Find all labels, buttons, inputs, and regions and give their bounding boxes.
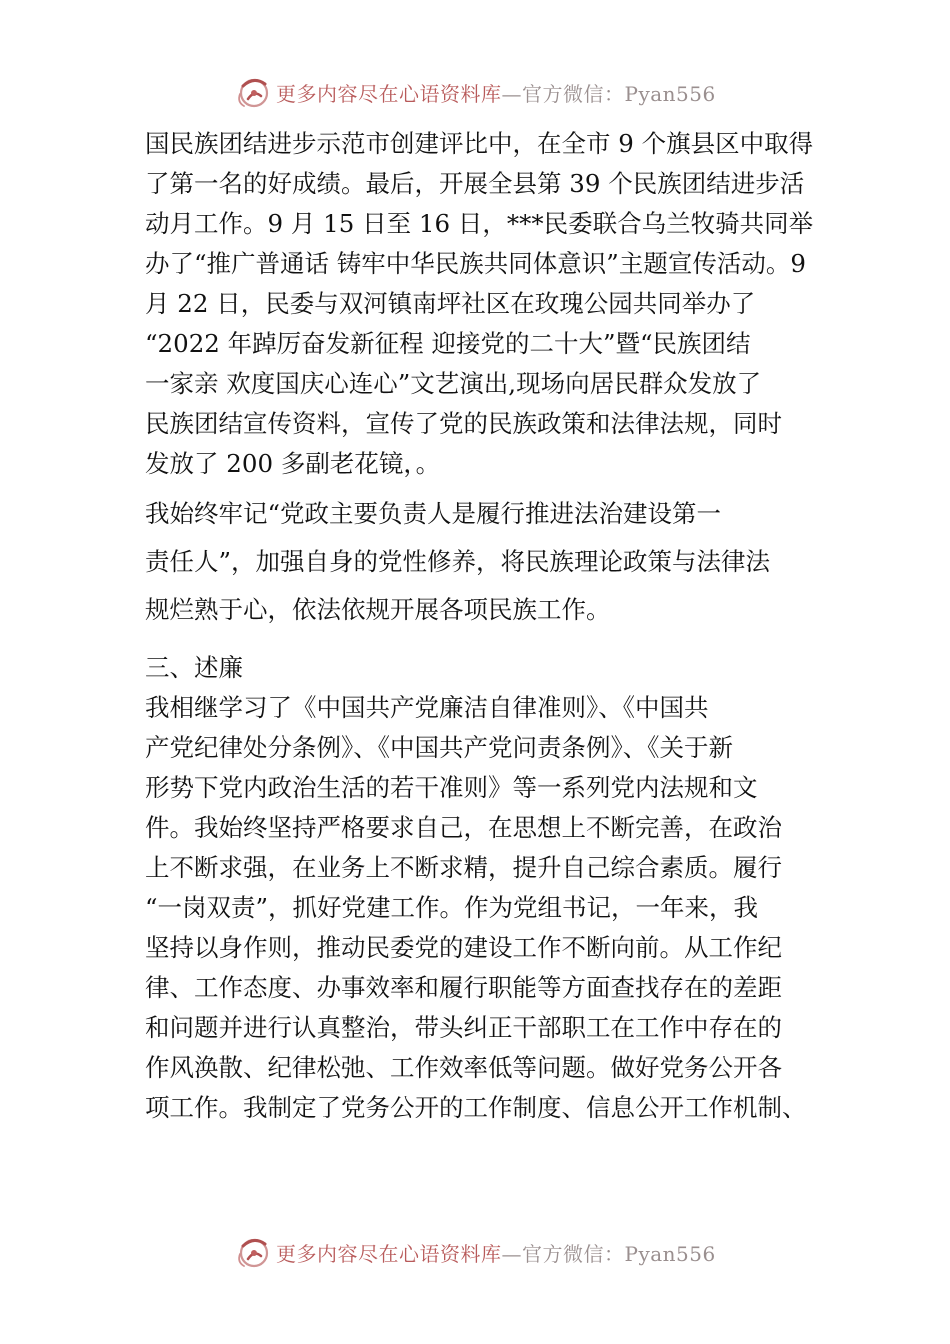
text-line: “2022 年踔厉奋发新征程 迎接党的二十大”暨“民族团结 bbox=[145, 329, 751, 358]
text-line: 项工作。我制定了党务公开的工作制度、信息公开工作机制、 bbox=[145, 1093, 807, 1122]
text-line: “一岗双责”，抓好党建工作。作为党组书记，一年来，我 bbox=[145, 893, 759, 922]
document-body bbox=[145, 124, 825, 1128]
text-line: 上不断求强，在业务上不断求精，提升自己综合素质。履行 bbox=[145, 853, 782, 882]
section-heading: 三、述廉 bbox=[145, 653, 243, 682]
text-line: 动月工作。9 月 15 日至 16 日，***民委联合乌兰牧骑共同举 bbox=[145, 209, 814, 238]
watermark-text bbox=[276, 1238, 716, 1267]
calligraphy-logo-icon bbox=[234, 1232, 274, 1272]
watermark-main: 更多内容尽在心语资料库 bbox=[276, 81, 502, 106]
text-line: 责任人”，加强自身的党性修养，将民族理论政策与法律法 bbox=[145, 547, 771, 576]
paragraph-integrity bbox=[145, 688, 825, 1128]
text-line: 发放了 200 多副老花镜，。 bbox=[145, 449, 441, 478]
text-line: 产党纪律处分条例》、《中国共产党问责条例》、《关于新 bbox=[145, 733, 733, 762]
text-line: 形势下党内政治生活的若干准则》等一系列党内法规和文 bbox=[145, 773, 758, 802]
text-line: 我始终牢记“党政主要负责人是履行推进法治建设第一 bbox=[145, 499, 722, 528]
text-line: 件。我始终坚持严格要求自己，在思想上不断完善，在政治 bbox=[145, 813, 782, 842]
header-watermark bbox=[234, 72, 716, 112]
watermark-accent: —官方微信： bbox=[501, 81, 625, 106]
text-line: 一家亲 欢度国庆心连心”文艺演出,现场向居民群众发放了 bbox=[145, 369, 762, 398]
watermark-id: Pyan556 bbox=[624, 81, 716, 106]
watermark-main: 更多内容尽在心语资料库 bbox=[276, 1241, 502, 1266]
text-line: 民族团结宣传资料，宣传了党的民族政策和法律法规，同时 bbox=[145, 409, 782, 438]
text-line: 坚持以身作则，推动民委党的建设工作不断向前。从工作纪 bbox=[145, 933, 782, 962]
watermark-id: Pyan556 bbox=[624, 1241, 716, 1266]
footer-watermark bbox=[234, 1232, 716, 1272]
text-line: 我相继学习了《中国共产党廉洁自律准则》、《中国共 bbox=[145, 693, 709, 722]
text-line: 作风涣散、纪律松弛、工作效率低等问题。做好党务公开各 bbox=[145, 1053, 782, 1082]
text-line: 国民族团结进步示范市创建评比中，在全市 9 个旗县区中取得 bbox=[145, 129, 814, 158]
watermark-text bbox=[276, 78, 716, 107]
paragraph-continued bbox=[145, 124, 825, 484]
watermark-accent: —官方微信： bbox=[501, 1241, 625, 1266]
text-line: 月 22 日，民委与双河镇南坪社区在玫瑰公园共同举办了 bbox=[145, 289, 756, 318]
text-line: 了第一名的好成绩。最后，开展全县第 39 个民族团结进步活 bbox=[145, 169, 805, 198]
text-line: 律、工作态度、办事效率和履行职能等方面查找存在的差距 bbox=[145, 973, 782, 1002]
text-line: 办了“推广普通话 铸牢中华民族共同体意识”主题宣传活动。9 bbox=[145, 249, 806, 278]
text-line: 和问题并进行认真整治，带头纠正干部职工在工作中存在的 bbox=[145, 1013, 782, 1042]
paragraph-rule-of-law bbox=[145, 490, 825, 634]
text-line: 规烂熟于心，依法依规开展各项民族工作。 bbox=[145, 595, 611, 624]
calligraphy-logo-icon bbox=[234, 72, 274, 112]
